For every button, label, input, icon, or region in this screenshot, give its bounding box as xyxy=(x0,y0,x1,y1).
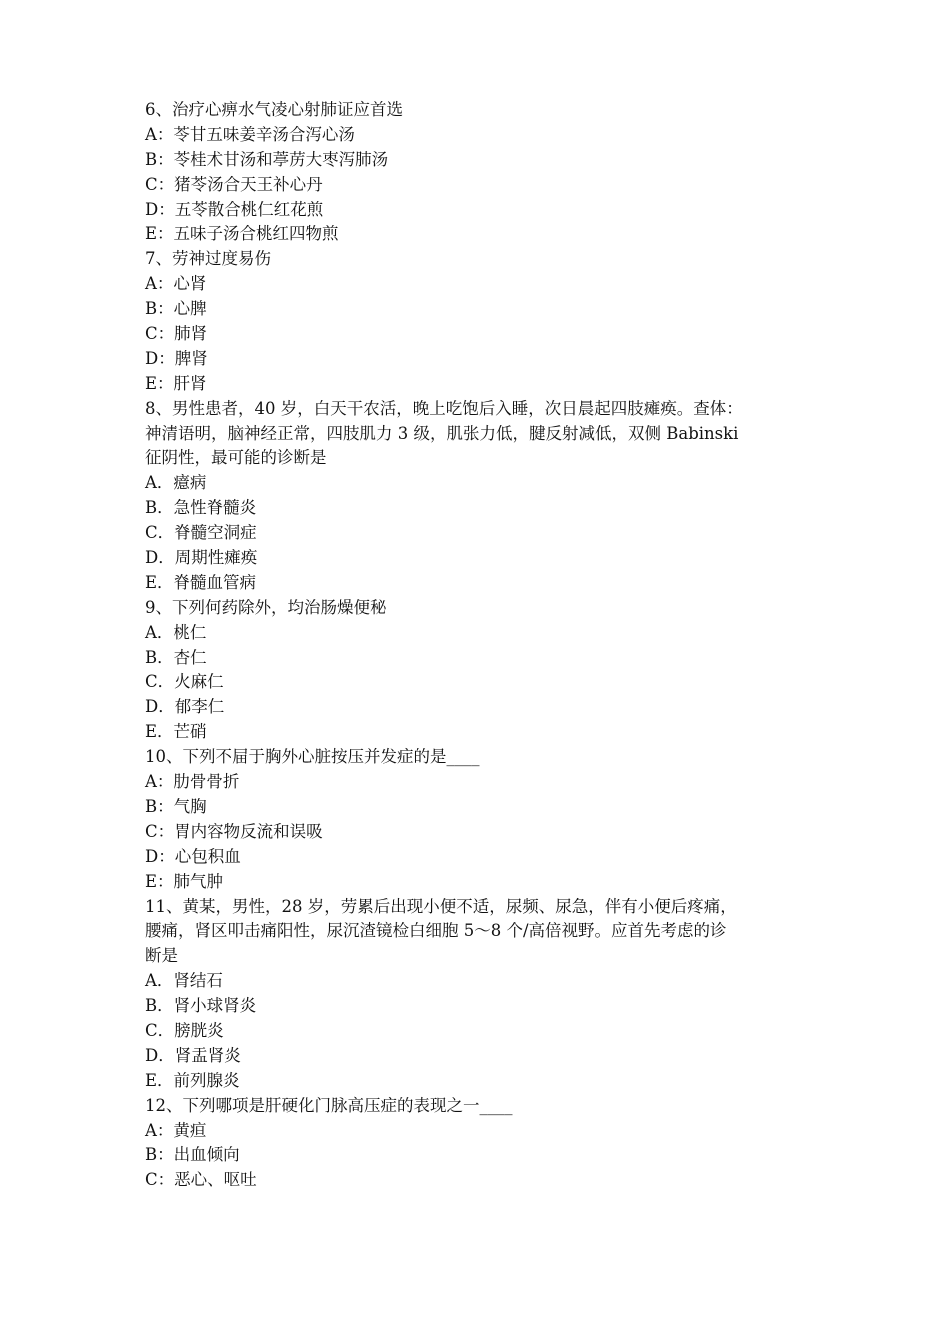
option-c: C：猪苓汤合天王补心丹 xyxy=(145,174,323,194)
option-e: E：肺气肿 xyxy=(145,871,224,891)
option-d: D．郁李仁 xyxy=(145,697,225,717)
option-d: D：脾肾 xyxy=(145,348,208,368)
option-e: E．前列腺炎 xyxy=(145,1070,240,1090)
option-d: D．肾盂肾炎 xyxy=(145,1045,241,1065)
option-e: E：五味子汤合桃红四物煎 xyxy=(145,224,339,244)
option-d: D：五苓散合桃仁红花煎 xyxy=(145,199,324,219)
option-b: B：心脾 xyxy=(145,299,207,319)
question-9-stem: 9、下列何药除外，均治肠燥便秘 xyxy=(145,597,387,617)
option-b: B：出血倾向 xyxy=(145,1145,240,1165)
option-a: A：黄疸 xyxy=(145,1120,207,1140)
option-c: C：胃内容物反流和误吸 xyxy=(145,821,323,841)
option-b: B．肾小球肾炎 xyxy=(145,996,257,1016)
option-c: C．膀胱炎 xyxy=(145,1020,224,1040)
option-c: C．火麻仁 xyxy=(145,672,224,692)
option-a: A：心肾 xyxy=(145,274,207,294)
question-11-stem-cont: 断是 xyxy=(145,946,178,966)
question-8-stem: 8、男性患者，40 岁，白天干农活，晚上吃饱后入睡，次日晨起四肢瘫痪。查体： xyxy=(145,398,743,418)
question-8-stem-cont: 神清语明，脑神经正常，四肢肌力 3 级，肌张力低，腱反射减低，双侧 Babinski xyxy=(145,423,739,443)
option-e: E．脊髓血管病 xyxy=(145,572,257,592)
option-b: B．急性脊髓炎 xyxy=(145,498,257,518)
option-d: D：心包积血 xyxy=(145,846,241,866)
option-a: A：苓甘五味姜辛汤合泻心汤 xyxy=(145,124,355,144)
question-6-stem: 6、治疗心痹水气凌心射肺证应首选 xyxy=(145,100,403,119)
question-11-stem-cont: 腰痛，肾区叩击痛阳性，尿沉渣镜检白细胞 5～8 个/高倍视野。应首先考虑的诊 xyxy=(145,921,727,941)
option-c: C：恶心、呕吐 xyxy=(145,1170,257,1190)
option-a: A．癔病 xyxy=(145,473,207,493)
option-e: E：肝肾 xyxy=(145,373,207,393)
question-11-stem: 11、黄某，男性，28 岁，劳累后出现小便不适，尿频、尿急，伴有小便后疼痛， xyxy=(145,896,737,916)
document-body xyxy=(145,98,815,1193)
option-a: A．桃仁 xyxy=(145,622,207,642)
option-c: C：肺肾 xyxy=(145,324,208,344)
option-b: B：苓桂术甘汤和葶苈大枣泻肺汤 xyxy=(145,149,389,169)
question-8-stem-cont: 征阴性，最可能的诊断是 xyxy=(145,448,327,468)
option-d: D．周期性瘫痪 xyxy=(145,548,258,568)
option-b: B．杏仁 xyxy=(145,647,207,667)
option-c: C．脊髓空洞症 xyxy=(145,523,257,543)
option-a: A．肾结石 xyxy=(145,971,223,991)
question-10-stem: 10、下列不屇于胸外心脏按压并发症的是____ xyxy=(145,747,480,767)
option-e: E．芒硝 xyxy=(145,722,207,742)
option-a: A：肋骨骨折 xyxy=(145,772,240,792)
option-b: B：气胸 xyxy=(145,796,207,816)
question-12-stem: 12、下列哪项是肝硬化门脉高压症的表现之一____ xyxy=(145,1095,513,1115)
question-7-stem: 7、劳神过度易伤 xyxy=(145,249,271,269)
